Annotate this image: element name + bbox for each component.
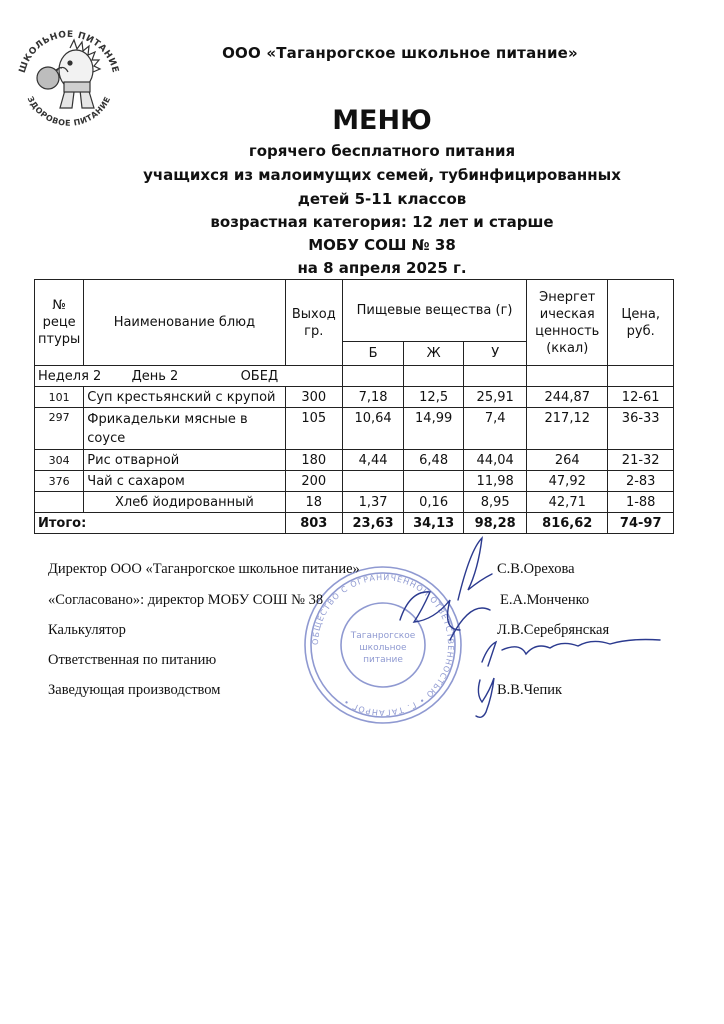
header-nutrients: Пищевые вещества (г): [343, 280, 527, 342]
cell-protein: 7,18: [343, 387, 404, 408]
cell-yield: 18: [285, 492, 343, 513]
cell-price: 36-33: [608, 408, 674, 450]
subtitle-line-3: детей 5-11 классов: [297, 190, 467, 208]
total-carbs: 98,28: [464, 513, 527, 534]
table-row: [35, 492, 674, 513]
cell-energy: 42,71: [527, 492, 608, 513]
cell-protein: 4,44: [343, 450, 404, 471]
signature-name-agreed: Е.А.Монченко: [500, 592, 590, 608]
svg-text:ЗДОРОВОЕ ПИТАНИЕ: ЗДОРОВОЕ ПИТАНИЕ: [25, 95, 113, 128]
total-protein: 23,63: [343, 513, 404, 534]
total-energy: 816,62: [527, 513, 608, 534]
cell-recipe: 297: [35, 408, 84, 450]
cell-fat: 0,16: [404, 492, 464, 513]
cell-protein: 10,64: [343, 408, 404, 450]
signature-role-nutrition: Ответственная по питанию: [48, 652, 217, 668]
signature-role-calculator: Калькулятор: [48, 622, 126, 638]
svg-text:питание: питание: [363, 655, 403, 665]
signature-nutrition-icon: [482, 640, 660, 667]
cell-energy: 264: [527, 450, 608, 471]
svg-text:школьное: школьное: [359, 643, 407, 653]
table-row: [35, 450, 674, 471]
menu-table: [34, 279, 674, 534]
cell-price: 21-32: [608, 450, 674, 471]
cell-yield: 105: [285, 408, 343, 450]
cell-energy: 244,87: [527, 387, 608, 408]
total-price: 74-97: [608, 513, 674, 534]
subtitle-line-5: МОБУ СОШ № 38: [308, 236, 456, 254]
cell-fat: 6,48: [404, 450, 464, 471]
cell-carbs: 7,4: [464, 408, 527, 450]
signature-agreed-icon: [400, 592, 460, 630]
signature-director-icon: [458, 538, 492, 600]
table-header-row: [35, 280, 674, 342]
section-label: [35, 366, 343, 387]
page-title: МЕНЮ: [332, 105, 432, 136]
cell-carbs: 25,91: [464, 387, 527, 408]
cell-recipe: [35, 492, 84, 513]
subtitle-line-4: возрастная категория: 12 лет и старше: [210, 213, 554, 231]
header-recipe-no: № реце птуры: [35, 280, 84, 366]
svg-text:ШКОЛЬНОЕ ПИТАНИЕ: ШКОЛЬНОЕ ПИТАНИЕ: [17, 29, 121, 75]
section-day: День 2: [131, 368, 179, 384]
cell-dish-name: Чай с сахаром: [84, 471, 285, 492]
cell-energy: 217,12: [527, 408, 608, 450]
cell-price: 1-88: [608, 492, 674, 513]
cell-recipe: 304: [35, 450, 84, 471]
cell-energy: 47,92: [527, 471, 608, 492]
signature-role-agreed: «Согласовано»: директор МОБУ СОШ № 38: [48, 592, 324, 608]
cell-recipe: 376: [35, 471, 84, 492]
header-protein: Б: [343, 342, 404, 366]
cell-fat: 12,5: [404, 387, 464, 408]
header-energy: Энергет ическая ценность (ккал): [527, 280, 608, 366]
svg-text:ОБЩЕСТВО С ОГРАНИЧЕННОЙ ОТВЕТС: ОБЩЕСТВО С ОГРАНИЧЕННОЙ ОТВЕТСТВЕННОСТЬЮ • Г. ТАГАНРОГ •: [310, 572, 456, 718]
total-fat: 34,13: [404, 513, 464, 534]
cell-dish-name: Хлеб йодированный: [84, 492, 285, 513]
subtitle-line-6: на 8 апреля 2025 г.: [297, 259, 467, 277]
subtitle-line-1: горячего бесплатного питания: [248, 142, 516, 160]
signature-name-director: С.В.Орехова: [497, 561, 575, 577]
cell-yield: 180: [285, 450, 343, 471]
table-row: [35, 408, 674, 450]
header-fat: Ж: [404, 342, 464, 366]
header-carbs: У: [464, 342, 527, 366]
cell-dish-name: Рис отварной: [84, 450, 285, 471]
signature-role-production: Заведующая производством: [48, 682, 221, 698]
cell-recipe: 101: [35, 387, 84, 408]
cell-carbs: 8,95: [464, 492, 527, 513]
svg-text:Таганрогское: Таганрогское: [350, 631, 416, 641]
table-row: [35, 387, 674, 408]
total-label: Итого:: [35, 513, 286, 534]
header-dish-name: Наименование блюд: [84, 280, 285, 366]
cell-fat: 14,99: [404, 408, 464, 450]
table-row: [35, 471, 674, 492]
total-yield: 803: [285, 513, 343, 534]
cell-yield: 200: [285, 471, 343, 492]
cell-protein: [343, 471, 404, 492]
signature-name-production: В.В.Чепик: [497, 682, 563, 698]
cell-dish-name: Фрикадельки мясные в соусе: [84, 408, 285, 450]
signature-production-icon: [476, 678, 494, 717]
cell-price: 12-61: [608, 387, 674, 408]
cell-fat: [404, 471, 464, 492]
cell-carbs: 44,04: [464, 450, 527, 471]
header-yield: Выход гр.: [285, 280, 343, 366]
cell-price: 2-83: [608, 471, 674, 492]
section-meal: ОБЕД: [240, 368, 279, 384]
subtitle-line-2: учащихся из малоимущих семей, тубинфицированных: [143, 166, 621, 184]
cell-dish-name: Суп крестьянский с крупой: [84, 387, 285, 408]
section-week: Неделя 2: [38, 368, 102, 384]
cell-protein: 1,37: [343, 492, 404, 513]
organization-name: ООО «Таганрогское школьное питание»: [222, 44, 578, 62]
handwritten-signatures: [330, 530, 690, 720]
cell-yield: 300: [285, 387, 343, 408]
cell-carbs: 11,98: [464, 471, 527, 492]
signature-name-calculator: Л.В.Серебрянская: [497, 622, 610, 638]
section-row: [35, 366, 674, 387]
signature-role-director: Директор ООО «Таганрогское школьное питание»: [48, 561, 360, 577]
header-price: Цена, руб.: [608, 280, 674, 366]
